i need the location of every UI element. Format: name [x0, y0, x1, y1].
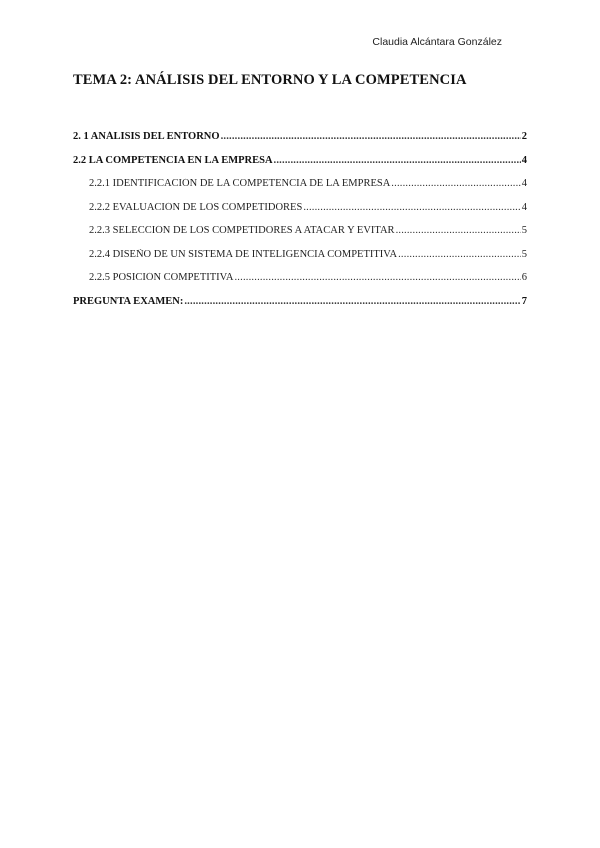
toc-entry-label: 2.2.3 SELECCIÓN DE LOS COMPETIDORES A ATACAR Y EVITAR: [89, 225, 395, 236]
toc-entry-page: 5: [521, 225, 527, 236]
toc-entry-sistema-inteligencia[interactable]: [73, 249, 527, 273]
toc-dot-leader: [391, 178, 520, 189]
header-author: Claudia Alcántara González: [372, 36, 502, 48]
toc-dot-leader: [398, 249, 521, 260]
toc-entry-evaluacion-competidores[interactable]: [73, 202, 527, 226]
toc-entry-page: 2: [521, 131, 527, 142]
toc-entry-label: PREGUNTA EXAMEN:: [73, 295, 184, 307]
toc-entry-posicion-competitiva[interactable]: [73, 272, 527, 296]
table-of-contents: [73, 131, 527, 319]
toc-dot-leader: [396, 225, 521, 236]
toc-entry-label: 2.2.5 POSICIÓN COMPETITIVA: [89, 272, 234, 283]
toc-entry-seleccion-competidores[interactable]: [73, 225, 527, 249]
toc-entry-label: 2. 1 ANÁLISIS DEL ENTORNO: [73, 131, 220, 142]
toc-entry-label: 2.2.1 IDENTIFICACIÓN DE LA COMPETENCIA DE LA EMPRESA: [89, 178, 391, 189]
toc-entry-pregunta-examen[interactable]: [73, 296, 527, 320]
toc-entry-page: 5: [521, 248, 527, 260]
toc-dot-leader: [234, 272, 520, 283]
toc-entry-label: 2.2 LA COMPETENCIA EN LA EMPRESA: [73, 154, 273, 166]
toc-entry-identificacion-competencia[interactable]: [73, 178, 527, 202]
toc-entry-page: 4: [521, 178, 527, 189]
toc-entry-page: 7: [521, 295, 527, 307]
toc-entry-page: 6: [521, 272, 527, 283]
toc-entry-competencia-empresa[interactable]: [73, 155, 527, 179]
toc-dot-leader: [221, 131, 521, 142]
toc-entry-label: 2.2.2 EVALUACIÓN DE LOS COMPETIDORES: [89, 201, 303, 213]
toc-entry-analisis-entorno[interactable]: [73, 131, 527, 155]
toc-dot-leader: [274, 155, 521, 166]
toc-dot-leader: [184, 296, 520, 307]
document-title: TEMA 2: ANÁLISIS DEL ENTORNO Y LA COMPETENCIA: [73, 72, 467, 88]
toc-entry-label: 2.2.4 DISEÑO DE UN SISTEMA DE INTELIGENCIA COMPETITIVA: [89, 248, 398, 260]
toc-entry-page: 4: [521, 154, 527, 166]
toc-dot-leader: [303, 202, 520, 213]
toc-entry-page: 4: [521, 201, 527, 213]
